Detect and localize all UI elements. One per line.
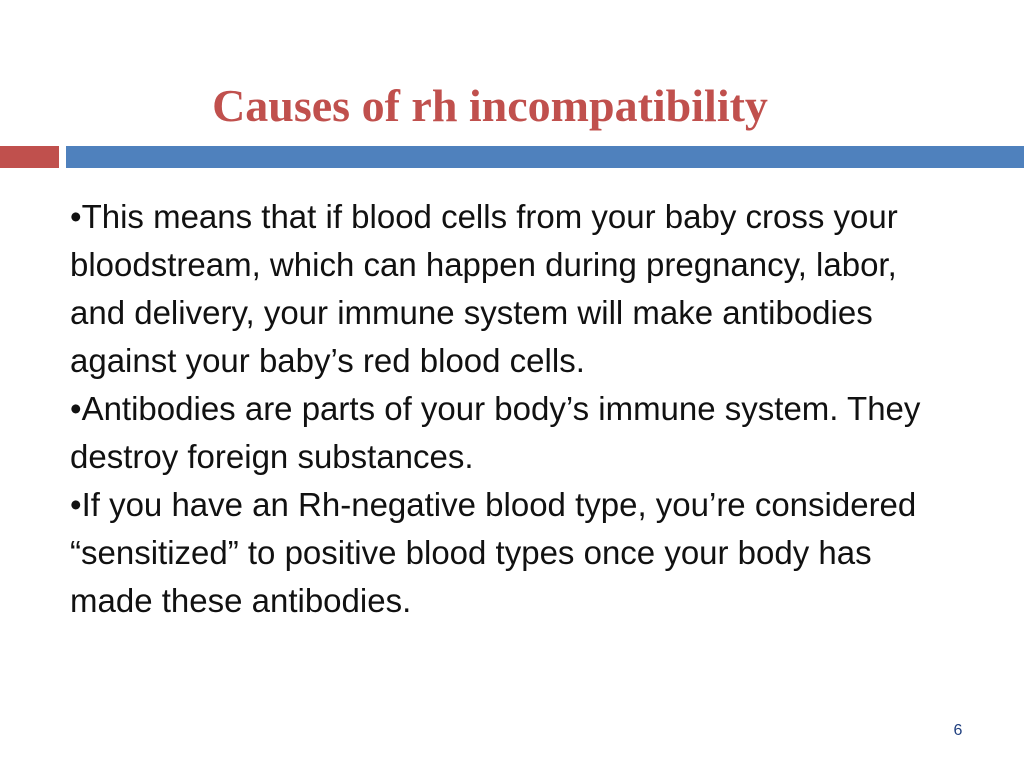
- slide-title: Causes of rh incompatibility: [212, 80, 768, 131]
- bullet-icon: •: [70, 486, 82, 523]
- bullet-icon: •: [70, 390, 82, 427]
- bullet-text-1: This means that if blood cells from your baby cross your bloodstream, which can happen during pregnancy, labor, and delivery, your immune system will make antibodies against your baby’s red blood cells.: [70, 198, 898, 379]
- bullet-text-2: Antibodies are parts of your body’s immune system. They destroy foreign substances.: [70, 390, 921, 475]
- bullet-text-3: If you have an Rh-negative blood type, you’re considered “sensitized” to positive blood types once your body has made these antibodies.: [70, 486, 917, 619]
- bullet-paragraph-3: [70, 481, 950, 625]
- slide-body: [70, 193, 950, 625]
- title-divider-red-bar: [0, 146, 59, 168]
- title-divider-blue-bar: [66, 146, 1024, 168]
- bullet-paragraph-2: [70, 385, 950, 481]
- page-number: 6: [953, 722, 963, 739]
- bullet-icon: •: [70, 198, 82, 235]
- bullet-paragraph-1: [70, 193, 950, 385]
